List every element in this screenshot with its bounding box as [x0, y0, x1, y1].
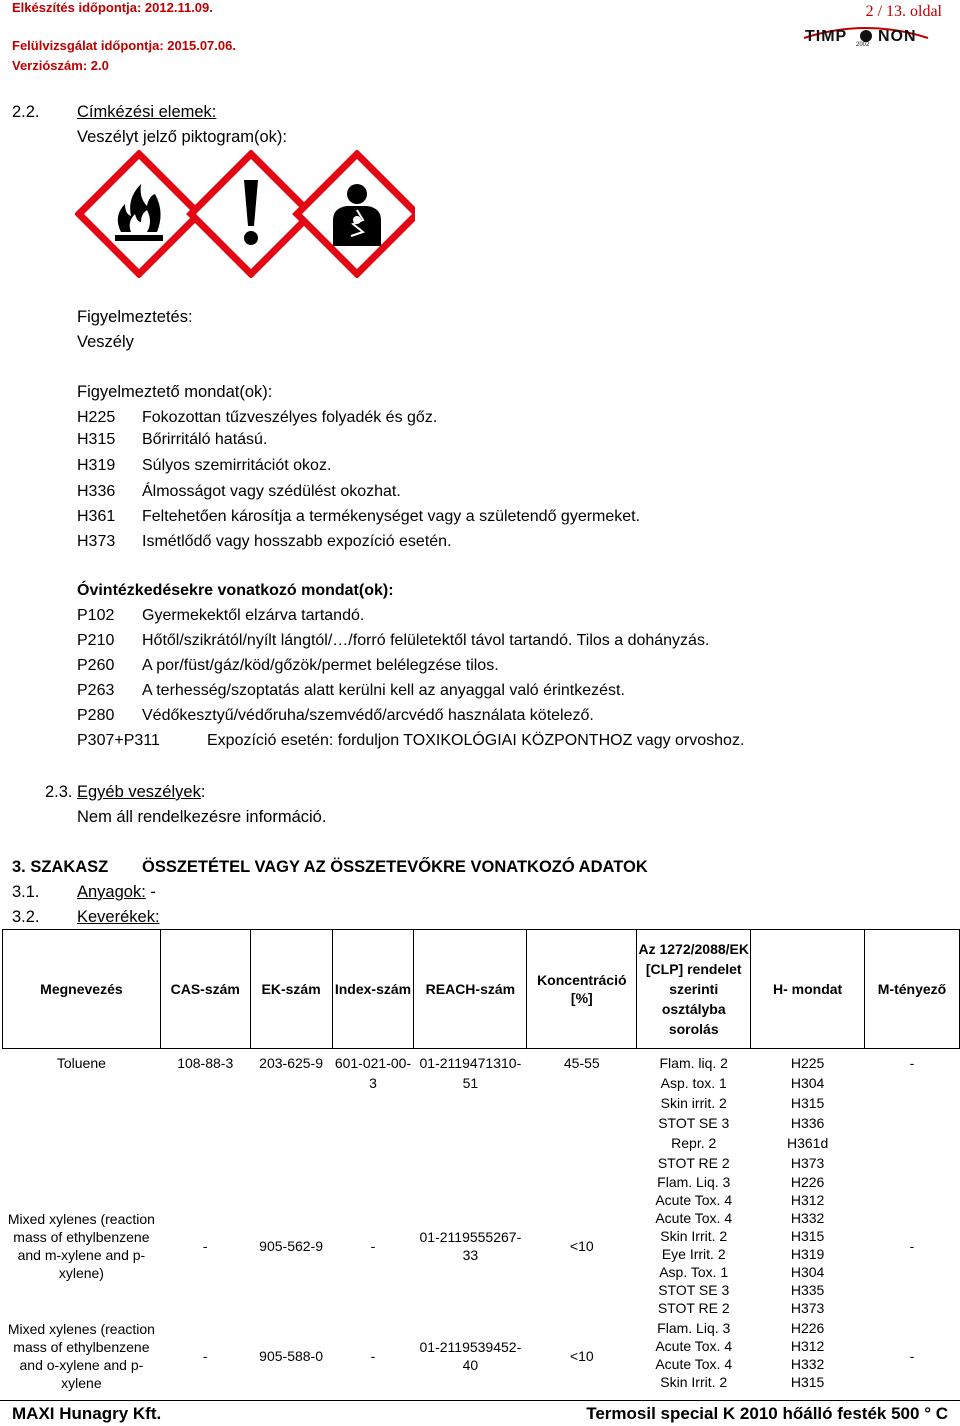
col-header-reach: REACH-szám: [414, 930, 527, 1049]
flame-pictogram: [79, 154, 199, 274]
clp-list: Flam. liq. 2 Asp. tox. 1 Skin irrit. 2 STOT SE 3 Repr. 2 STOT RE 2: [657, 1055, 730, 1171]
hazard-statement: H361 Feltehetően károsítja a termékenységet vagy a születendő gyermeket.: [77, 508, 641, 525]
svg-text:NON: NON: [878, 28, 917, 45]
signal-word: Veszély: [77, 333, 134, 351]
company-logo: [802, 24, 930, 46]
logo-year: 2002: [856, 42, 870, 46]
svg-text:TIMP: TIMP: [805, 28, 848, 45]
clp-list: Flam. Liq. 3 Acute Tox. 4 Acute Tox. 4 Skin Irrit. 2: [655, 1320, 733, 1390]
precaution-statement: P260 A por/füst/gáz/köd/gőzök/permet belélegzése tilos.: [77, 657, 499, 674]
h-list: H226 H312 H332 H315: [790, 1320, 825, 1390]
hazard-statement: H315 Bőrirritáló hatású.: [77, 431, 268, 448]
h-list: H225 H304 H315 H336 H361d H373: [786, 1055, 829, 1171]
col-header-h: H- mondat: [751, 930, 865, 1049]
table-row: Mixed xylenes (reaction mass of ethylbenzene and o-xylene and p-xylene - 905-588-0 - 01-2119539452-40 <10 Flam. Liq. 3 Acute Tox. 4 Acute Tox. 4 Skin Irrit. 2 H226 H312 H332 H315 -: [7, 1320, 915, 1391]
version-number: Verziószám: 2.0: [12, 58, 109, 73]
hazard-label: Figyelmeztető mondat(ok):: [77, 383, 273, 401]
signal-label: Figyelmeztetés:: [77, 308, 193, 326]
section-3-1-title: Anyagok: -: [77, 883, 156, 901]
section-2-3-number: 2.3.: [45, 783, 73, 801]
precaution-statement: P307+P311 Expozíció esetén: forduljon TOXIKOLÓGIAI KÖZPONTHOZ vagy orvoshoz.: [77, 732, 745, 749]
table-header-row: [3, 930, 960, 1049]
precaution-statement: P102 Gyermekektől elzárva tartandó.: [77, 607, 365, 624]
precaution-label: Óvintézkedésekre vonatkozó mondat(ok):: [77, 582, 394, 599]
section-2-2-title: Címkézési elemek:: [77, 103, 217, 121]
col-header-name: Megnevezés: [3, 930, 161, 1049]
mixtures-table: [2, 929, 960, 1393]
table-row: Mixed xylenes (reaction mass of ethylbenzene and m-xylene and p-xylene) - 905-562-9 - 01-2119555267-33 <10 Flam. Liq. 3 Acute Tox. 4 Acute Tox. 4 Skin Irrit. 2 Eye Irrit. 2 Asp. Tox. 1 STOT SE 3 STOT RE 2 H226 H312 H332 H315 H319 H304 H335 H373 -: [3, 1173, 960, 1319]
section-3-2-title: Keverékek:: [77, 908, 160, 926]
section-2-3-text: Nem áll rendelkezésre információ.: [77, 808, 327, 826]
precaution-statement: P263 A terhesség/szoptatás alatt kerülni kell az anyaggal való érintkezést.: [77, 682, 625, 699]
created-date: Elkészítés időpontja: 2012.11.09.: [12, 0, 213, 15]
section-2-3-title: Egyéb veszélyek:: [77, 783, 206, 801]
section-3-title: ÖSSZETÉTEL VAGY AZ ÖSSZETEVŐKRE VONATKOZÓ ADATOK: [142, 858, 648, 876]
hazard-statement: H373 Ismétlődő vagy hosszabb expozíció esetén.: [77, 533, 452, 550]
hazard-statement: H336 Álmosságot vagy szédülést okozhat.: [77, 483, 401, 500]
col-header-cas: CAS-szám: [160, 930, 250, 1049]
footer-company: MAXI Hunagry Kft.: [12, 1404, 162, 1423]
h-list: H226 H312 H332 H315 H319 H304 H335 H373: [790, 1174, 825, 1316]
section-3-2-number: 3.2.: [12, 908, 40, 926]
section-3-number: 3. SZAKASZ: [12, 858, 109, 876]
page-number: 2 / 13. oldal: [865, 3, 942, 20]
footer-product: Termosil special K 2010 hőálló festék 500 ° C: [586, 1404, 948, 1423]
clp-list: Flam. Liq. 3 Acute Tox. 4 Acute Tox. 4 Skin Irrit. 2 Eye Irrit. 2 Asp. Tox. 1 STOT SE 3 STOT RE 2: [655, 1174, 733, 1316]
health-hazard-pictogram: [297, 154, 415, 274]
col-header-m: M-tényező: [865, 930, 960, 1049]
section-3-1-number: 3.1.: [12, 883, 40, 901]
revised-date: Felülvizsgálat időpontja: 2015.07.06.: [12, 38, 236, 53]
hazard-statement: H319 Súlyos szemirritációt okoz.: [77, 457, 332, 474]
table-row: Toluene 108-88-3 203-625-9 601-021-00-3 01-2119471310-51 45-55 Flam. liq. 2 Asp. tox. 1 Skin irrit. 2 STOT SE 3 Repr. 2 STOT RE 2 H225 H304 H315 H336 H361d H373 -: [3, 1049, 960, 1174]
section-2-2-number: 2.2.: [12, 103, 40, 121]
pictogram-label: Veszélyt jelző piktogram(ok):: [77, 128, 287, 146]
col-header-index: Index-szám: [332, 930, 414, 1049]
col-header-conc: Koncentráció [%]: [527, 930, 637, 1049]
footer-divider: [0, 1400, 960, 1401]
hazard-statement: H225 Fokozottan tűzveszélyes folyadék és gőz.: [77, 409, 438, 426]
col-header-ek: EK-szám: [250, 930, 332, 1049]
precaution-statement: P210 Hőtől/szikrától/nyílt lángtól/…/forró felületektől távol tartandó. Tilos a dohányzás.: [77, 632, 710, 649]
col-header-clp: Az 1272/2088/EK [CLP] rendelet szerinti osztályba sorolás: [637, 930, 751, 1049]
precaution-statement: P280 Védőkesztyű/védőruha/szemvédő/arcvédő használata kötelező.: [77, 707, 594, 724]
ghs-pictograms: [75, 150, 415, 278]
